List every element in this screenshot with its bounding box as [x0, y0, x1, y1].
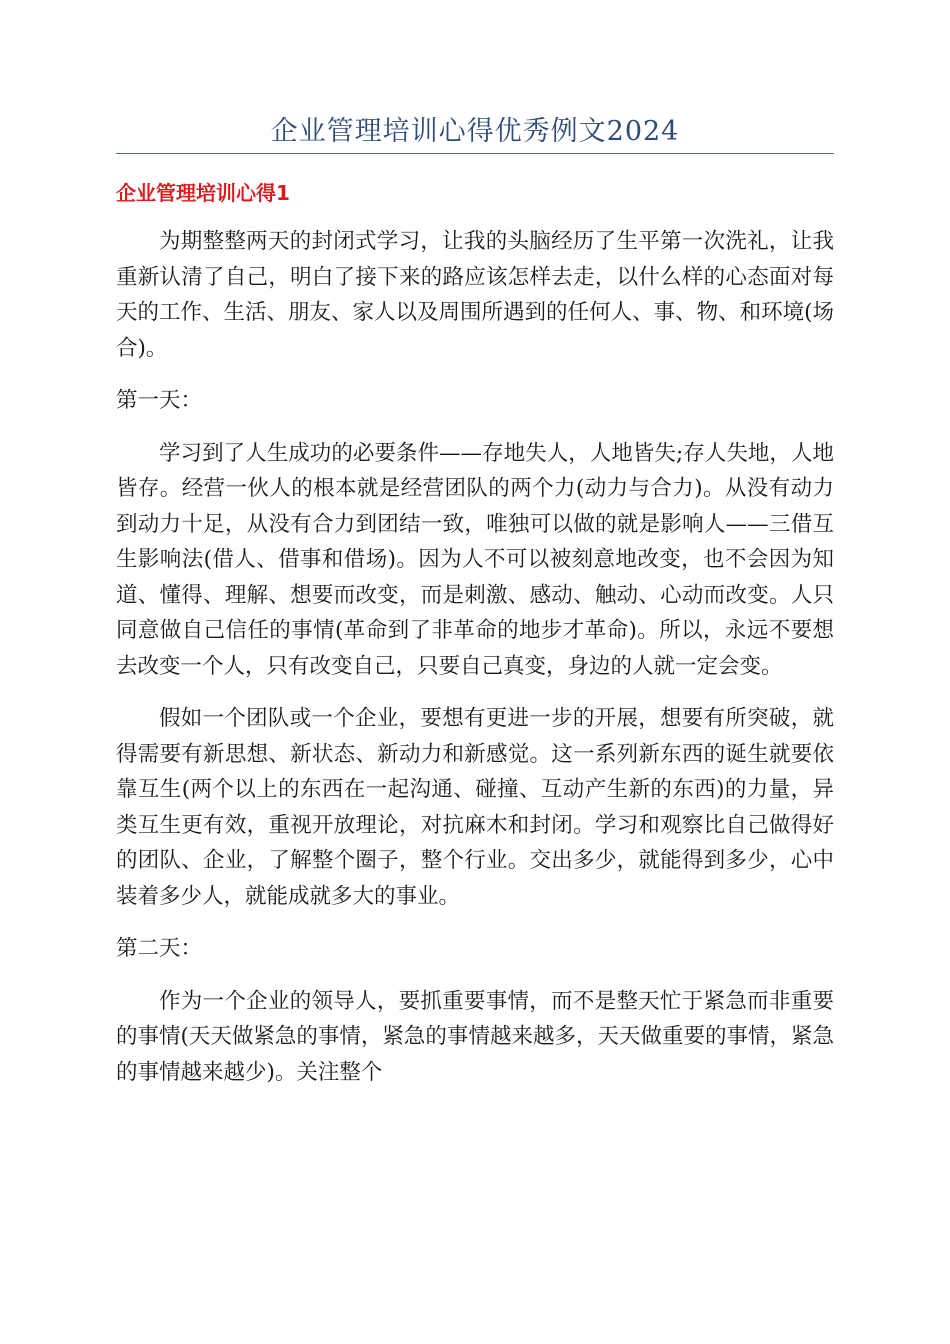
paragraph-day-one: 学习到了人生成功的必要条件——存地失人，人地皆失;存人失地，人地皆存。经营一伙人的根本就是经营团队的两个力(动力与合力)。从没有动力到动力十足，从没有合力到团结一致，唯独可以做的就是影响人——三借互生影响法(借人、借事和借场)。因为人不可以被刻意地改变，也不会因为知道、懂得、理解、想要而改变，而是刺激、感动、触动、心动而改变。人只同意做自己信任的事情(革命到了非革命的地步才革命)。所以，永远不要想去改变一个人，只有改变自己，只要自己真变，身边的人就一定会变。 — [116, 440, 834, 679]
paragraph-team: 假如一个团队或一个企业，要想有更进一步的开展，想要有所突破，就得需要有新思想、新状态、新动力和新感觉。这一系列新东西的诞生就要依靠互生(两个以上的东西在一起沟通、碰撞、互动产生新的东西)的力量，异类互生更有效，重视开放理论，对抗麻木和封闭。学习和观察比自己做得好的团队、企业，了解整个圈子，整个行业。交出多少，就能得到多少，心中装着多少人，就能成就多大的事业。 — [116, 706, 834, 909]
section-heading: 企业管理培训心得1 — [116, 181, 290, 205]
document-title: 企业管理培训心得优秀例文2024 — [270, 116, 680, 147]
day-two-label: 第二天： — [116, 936, 203, 961]
paragraph-day-two: 作为一个企业的领导人，要抓重要事情，而不是整天忙于紧急而非重要的事情(天天做紧急的事情，紧急的事情越来越多，天天做重要的事情，紧急的事情越来越少)。关注整个 — [116, 988, 834, 1085]
title-underline — [116, 153, 834, 154]
document-body — [116, 224, 834, 1107]
day-one-label: 第一天： — [116, 388, 203, 413]
paragraph-intro: 为期整整两天的封闭式学习，让我的头脑经历了生平第一次洗礼，让我重新认清了自己，明白了接下来的路应该怎样去走，以什么样的心态面对每天的工作、生活、朋友、家人以及周围所遇到的任何人、事、物、和环境(场合)。 — [116, 229, 834, 361]
